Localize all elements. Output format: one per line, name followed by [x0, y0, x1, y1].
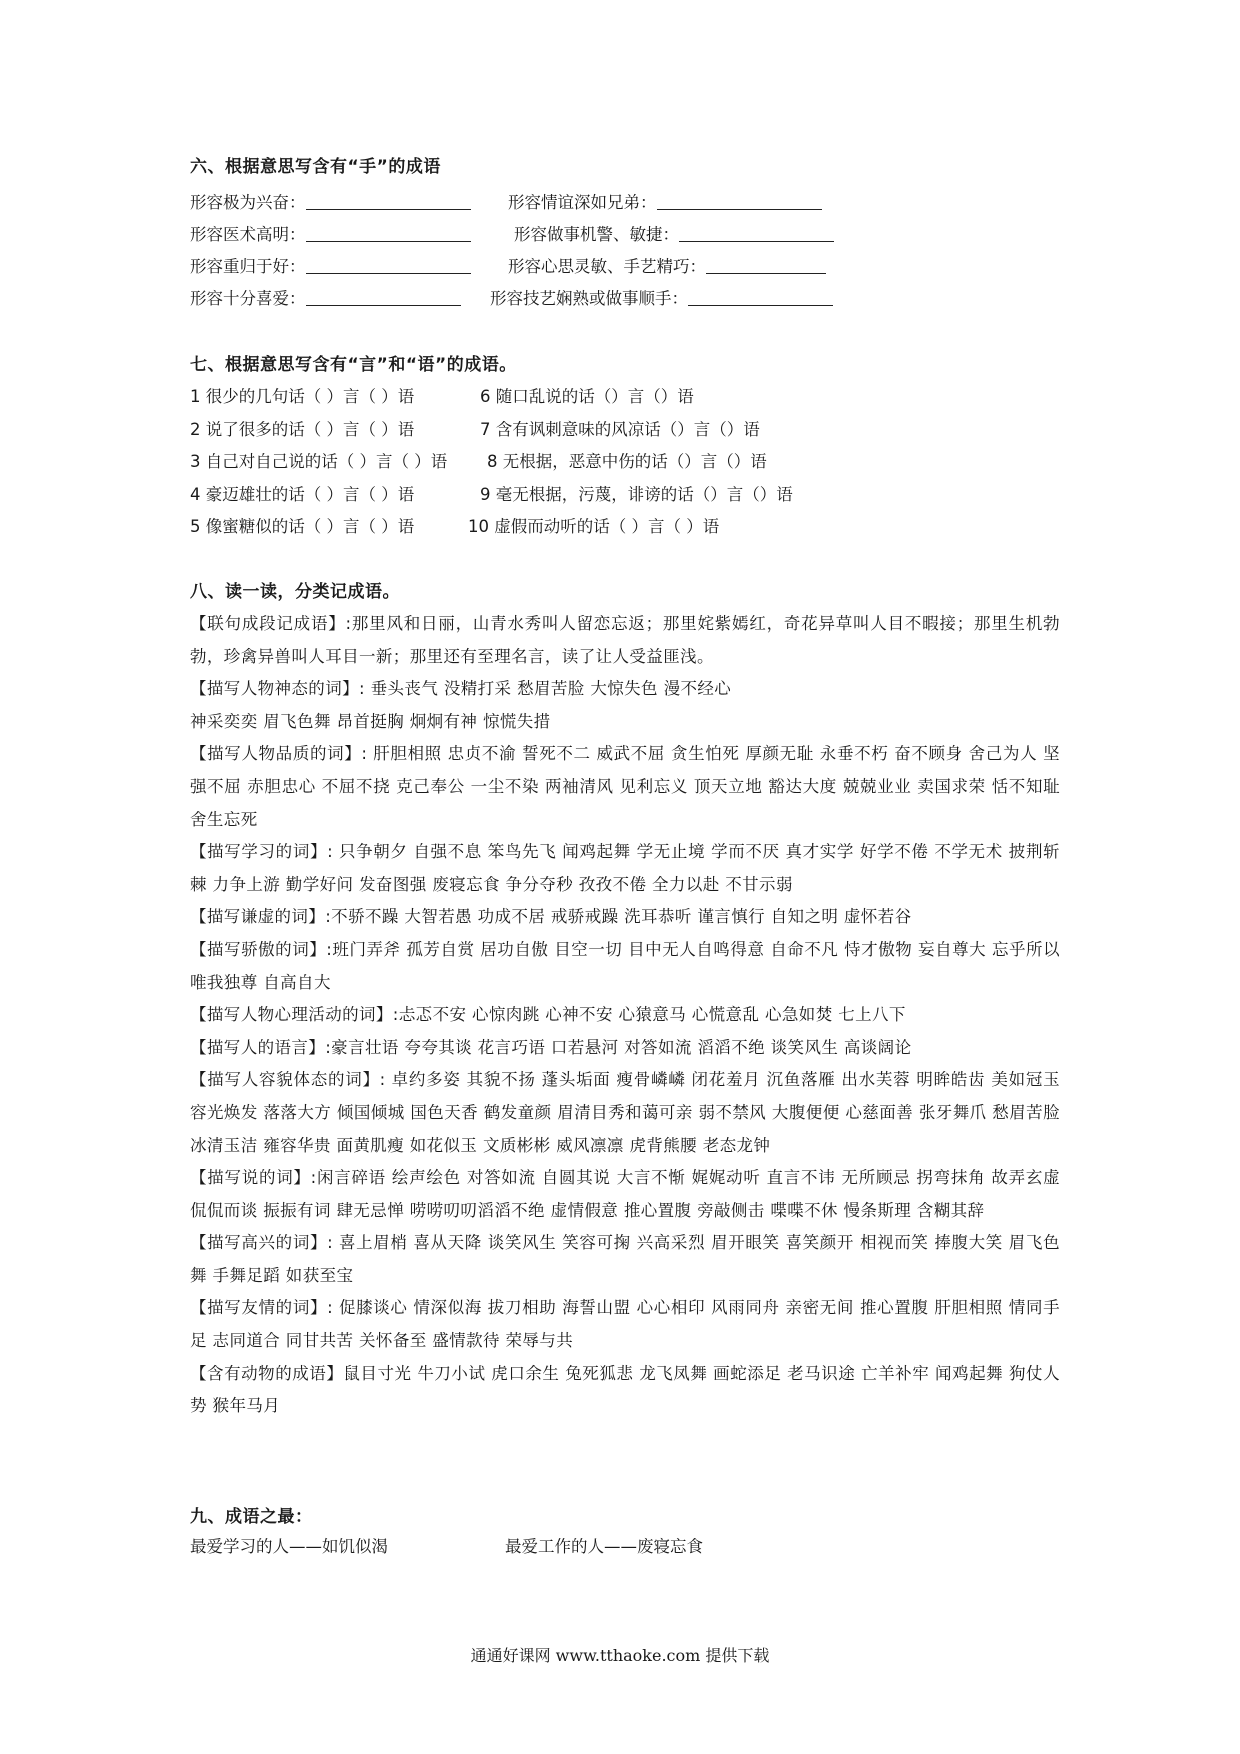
idiom-category	[190, 901, 1060, 934]
prompt-text: 形容技艺娴熟或做事顺手：	[490, 289, 688, 308]
category-tag: 【描写人容貌体态的词】:	[190, 1070, 386, 1090]
question-right: 6 随口乱说的话（）言（）语	[480, 387, 694, 406]
category-tag: 【描写人的语言】:	[190, 1037, 332, 1057]
idiom-category	[190, 934, 1060, 999]
best-item: 最爱学习的人——如饥似渴	[190, 1537, 388, 1556]
answer-blank[interactable]	[657, 189, 822, 210]
category-text-continued: 神采奕奕 眉飞色舞 昂首挺胸 炯炯有神 惊慌失措	[190, 711, 551, 731]
fill-row	[190, 187, 1060, 219]
best-item: 最爱工作的人——废寝忘食	[505, 1537, 703, 1556]
section-9	[190, 1505, 1060, 1563]
category-text: 促膝谈心 情深似海 拔刀相助 海誓山盟 心心相印 风雨同舟 亲密无间 推心置腹 肝胆相照 情同手足 志同道合 同甘共苦 关怀备至 盛情款待 荣辱与共	[190, 1298, 1060, 1351]
idiom-category	[190, 1032, 1060, 1065]
answer-blank[interactable]	[306, 253, 471, 274]
idiom-question-row	[190, 381, 1060, 414]
best-row	[190, 1531, 1060, 1563]
question-left: 1 很少的几句话（ ）言（ ）语	[190, 387, 415, 406]
section-6-heading: 六、根据意思写含有“手”的成语	[190, 157, 441, 177]
category-text: 豪言壮语 夸夸其谈 花言巧语 口若悬河 对答如流 滔滔不绝 谈笑风生 高谈阔论	[331, 1037, 912, 1057]
section-7	[190, 353, 1060, 544]
category-text: 肝胆相照 忠贞不渝 誓死不二 威武不屈 贪生怕死 厚颜无耻 永垂不朽 奋不顾身 舍己为人 坚强不屈 赤胆忠心 不屈不挠 克己奉公 一尘不染 两袖清风 见利忘义 顶天立地 豁达大度 兢兢业业 卖国求荣 恬不知耻 舍生忘死	[190, 744, 1061, 829]
category-text: 鼠目寸光 牛刀小试 虎口余生 兔死狐悲 龙飞凤舞 画蛇添足 老马识途 亡羊补牢 闻鸡起舞 狗仗人势 猴年马月	[190, 1363, 1060, 1416]
idiom-category	[190, 1292, 1060, 1357]
answer-blank[interactable]	[306, 221, 471, 242]
idiom-category	[190, 1064, 1060, 1162]
category-tag: 【描写说的词】:	[190, 1168, 317, 1188]
idiom-category	[190, 738, 1060, 836]
idiom-category	[190, 1162, 1060, 1227]
idiom-question-row	[190, 511, 1060, 544]
idiom-category	[190, 1227, 1060, 1292]
section-7-heading: 七、根据意思写含有“言”和“语”的成语。	[190, 355, 517, 375]
idiom-question-row	[190, 446, 1060, 479]
question-left: 2 说了很多的话（ ）言（ ）语	[190, 419, 415, 439]
answer-blank[interactable]	[688, 285, 833, 306]
fill-row	[190, 251, 1060, 283]
section-8-heading: 八、读一读，分类记成语。	[190, 582, 400, 602]
question-left: 5 像蜜糖似的话（ ）言（ ）语	[190, 517, 415, 537]
question-right: 10 虚假而动听的话（ ）言（ ）语	[468, 517, 720, 537]
idiom-category	[190, 999, 1060, 1032]
prompt-text: 形容医术高明：	[190, 225, 306, 244]
idiom-category	[190, 608, 1060, 673]
category-tag: 【描写人物神态的词】:	[190, 679, 365, 699]
question-right: 8 无根据，恶意中伤的话（）言（）语	[487, 452, 767, 472]
category-text: 闲言碎语 绘声绘色 对答如流 自圆其说 大言不惭 娓娓动听 直言不讳 无所顾忌 拐弯抹角 故弄玄虚 侃侃而谈 振振有词 肆无忌惮 唠唠叨叨滔滔不绝 虚情假意 推心置腹 旁敲侧击 喋喋不休 慢条斯理 含糊其辞	[190, 1168, 1060, 1220]
question-left: 4 豪迈雄壮的话（ ）言（ ）语	[190, 484, 415, 504]
category-text: 那里风和日丽，山青水秀叫人留恋忘返；那里姹紫嫣红，奇花异草叫人目不暇接；那里生机勃勃，珍禽异兽叫人耳目一新；那里还有至理名言，读了让人受益匪浅。	[190, 614, 1061, 666]
prompt-text: 形容重归于好：	[190, 257, 306, 276]
category-text: 忐忑不安 心惊肉跳 心神不安 心猿意马 心慌意乱 心急如焚 七上八下	[398, 1005, 906, 1025]
fill-row	[190, 283, 1060, 315]
category-text: 只争朝夕 自强不息 笨鸟先飞 闻鸡起舞 学无止境 学而不厌 真才实学 好学不倦 不学无术 披荆斩棘 力争上游 勤学好问 发奋图强 废寝忘食 争分夺秒 孜孜不倦 全力以赴 不甘示弱	[190, 842, 1060, 894]
answer-blank[interactable]	[679, 221, 834, 242]
section-6	[190, 155, 1060, 315]
category-tag: 【描写人物品质的词】:	[190, 744, 368, 764]
prompt-text: 形容心思灵敏、手艺精巧：	[508, 257, 706, 276]
category-text: 卓约多姿 其貌不扬 蓬头垢面 瘦骨嶙嶙 闭花羞月 沉鱼落雁 出水芙蓉 明眸皓齿 美如冠玉 容光焕发 落落大方 倾国倾城 国色天香 鹤发童颜 眉清目秀和蔼可亲 弱不禁风 大腹便便 心慈面善 张牙舞爪 愁眉苦脸 冰清玉洁 雍容华贵 面黄肌瘦 如花似玉 文质彬彬 威风凛凛 虎背熊腰 老态龙钟	[190, 1070, 1060, 1155]
answer-blank[interactable]	[306, 285, 461, 306]
idiom-category	[190, 1358, 1060, 1423]
idiom-question-row	[190, 414, 1060, 447]
category-tag: 【描写人物心理活动的词】:	[190, 1005, 399, 1025]
idiom-category	[190, 673, 1060, 706]
answer-blank[interactable]	[306, 189, 471, 210]
section-8	[190, 580, 1060, 1423]
category-text: 垂头丧气 没精打采 愁眉苦脸 大惊失色 漫不经心	[364, 679, 732, 699]
section-9-heading: 九、成语之最：	[190, 1507, 313, 1527]
answer-blank[interactable]	[706, 253, 826, 274]
category-tag: 【描写友情的词】:	[190, 1298, 334, 1318]
category-tag: 【含有动物的成语】	[190, 1363, 344, 1383]
category-tag: 【描写谦虚的词】:	[190, 907, 332, 927]
category-text: 喜上眉梢 喜从天降 谈笑风生 笑容可掬 兴高采烈 眉开眼笑 喜笑颜开 相视而笑 捧腹大笑 眉飞色舞 手舞足蹈 如获至宝	[190, 1233, 1060, 1285]
category-text: 不骄不躁 大智若愚 功成不居 戒骄戒躁 洗耳恭听 谨言慎行 自知之明 虚怀若谷	[331, 907, 912, 927]
category-tag: 【描写高兴的词】:	[190, 1233, 334, 1253]
fill-row	[190, 219, 1060, 251]
prompt-text: 形容情谊深如兄弟：	[508, 193, 657, 212]
prompt-text: 形容十分喜爱：	[190, 289, 306, 308]
category-tag: 【联句成段记成语】:	[190, 614, 352, 633]
category-tag: 【描写学习的词】:	[190, 842, 334, 862]
question-left: 3 自己对自己说的话（ ）言（ ）语	[190, 452, 448, 472]
footer-text: 通通好课网 www.tthaoke.com 提供下载	[470, 1646, 770, 1665]
idiom-category	[190, 836, 1060, 901]
idiom-question-row	[190, 479, 1060, 512]
category-tag: 【描写骄傲的词】:	[190, 939, 333, 959]
prompt-text: 形容极为兴奋：	[190, 193, 306, 212]
prompt-text: 形容做事机警、敏捷：	[514, 225, 679, 244]
question-right: 7 含有讽刺意味的风凉话（）言（）语	[480, 419, 760, 439]
category-text: 班门弄斧 孤芳自赏 居功自傲 目空一切 目中无人自鸣得意 自命不凡 恃才傲物 妄自尊大 忘乎所以 唯我独尊 自高自大	[190, 939, 1060, 992]
question-right: 9 毫无根据，污蔑，诽谤的话（）言（）语	[480, 484, 793, 504]
